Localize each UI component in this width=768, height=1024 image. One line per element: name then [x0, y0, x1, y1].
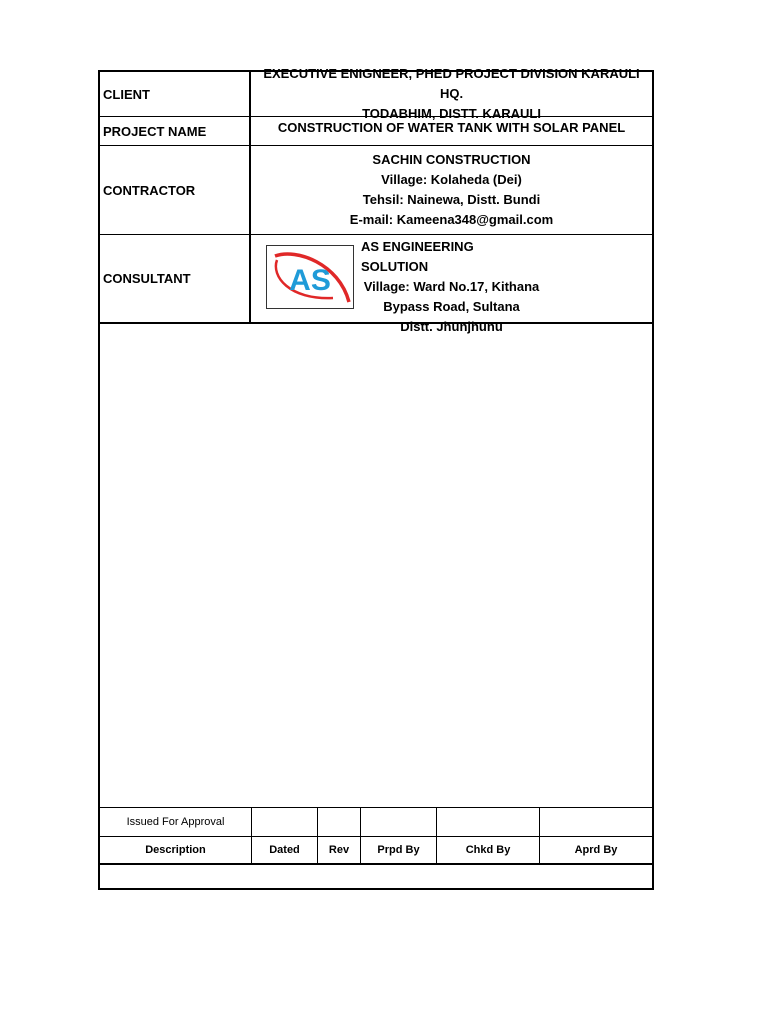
header-aprd-by: Aprd By [574, 843, 618, 856]
consultant-label: CONSULTANT [100, 235, 251, 322]
consultant-line: Distt. Jhunjhunu [400, 319, 503, 334]
contractor-line: Tehsil: Nainewa, Distt. Bundi [362, 192, 541, 207]
consultant-value [251, 235, 652, 334]
revision-cell [361, 808, 437, 836]
header-chkd-by: Chkd By [437, 836, 540, 863]
revision-cell [540, 808, 652, 836]
revision-table [100, 807, 652, 891]
client-label: CLIENT [100, 72, 251, 116]
as-logo-icon [267, 246, 353, 308]
consultant-line: AS ENGINEERING SOLUTION [361, 239, 474, 274]
header-description: Description [100, 836, 252, 863]
project-name: CONSTRUCTION OF WATER TANK WITH SOLAR PANEL [277, 120, 626, 135]
revision-cell [252, 808, 318, 836]
consultant-row [100, 235, 652, 334]
logo-text: AS [289, 264, 331, 297]
revision-status: Issued For Approval [100, 808, 252, 836]
contractor-line: Village: Kolaheda (Dei) [381, 172, 522, 187]
consultant-line: Bypass Road, Sultana [383, 299, 520, 314]
contractor-line: E-mail: Kameena348@gmail.com [349, 212, 554, 227]
consultant-logo [266, 245, 354, 309]
revision-header-row [100, 836, 652, 865]
project-value [251, 117, 652, 145]
client-row [100, 66, 652, 121]
revision-row [100, 808, 652, 837]
header-rev: Rev [318, 836, 361, 863]
revision-cell [318, 808, 361, 836]
project-label: PROJECT NAME [100, 117, 251, 145]
contractor-row [100, 146, 652, 235]
contractor-value [251, 146, 652, 234]
contractor-label: CONTRACTOR [100, 146, 251, 234]
client-line-2: TODABHIM, DISTT. KARAULI [362, 106, 541, 121]
consultant-line: Village: Ward No.17, Kithana [363, 279, 540, 294]
header-prpd-by: Prpd By [361, 836, 437, 863]
client-line-1: EXECUTIVE ENIGNEER, PHED PROJECT DIVISION KARAULI HQ. [263, 66, 640, 101]
client-value [251, 66, 652, 121]
contractor-line: SACHIN CONSTRUCTION [372, 152, 531, 167]
header-dated: Dated [252, 836, 318, 863]
project-row [100, 117, 652, 146]
consultant-details [361, 237, 652, 334]
drawing-sheet [98, 66, 654, 890]
revision-cell [437, 808, 540, 836]
